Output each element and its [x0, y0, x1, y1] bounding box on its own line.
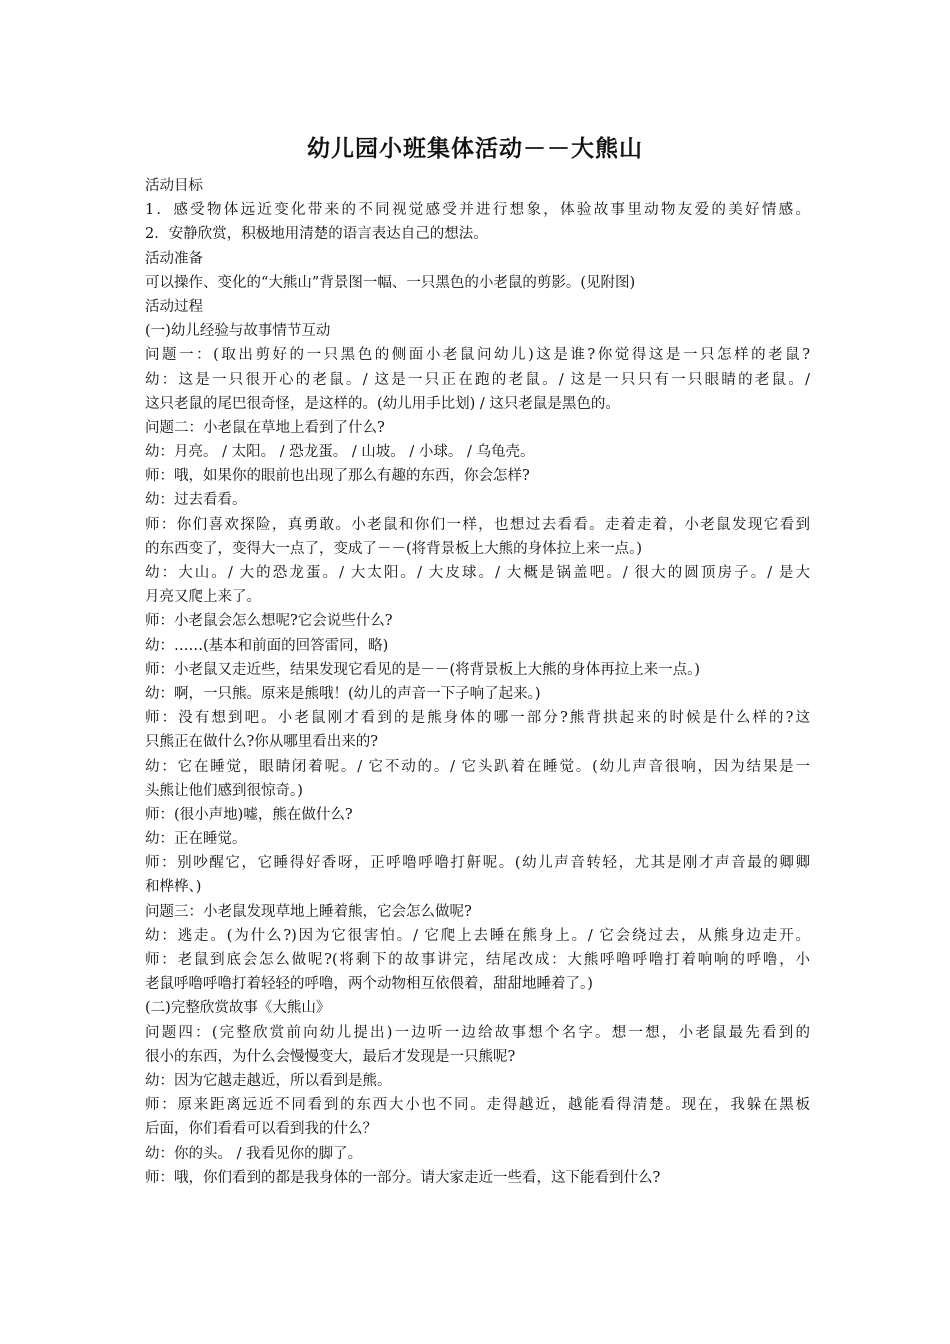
text-line: 师：哦，如果你的眼前也出现了那么有趣的东西，你会怎样?	[145, 468, 530, 485]
text-line: 很小的东西，为什么会慢慢变大，最后才发现是一只熊呢?	[145, 1048, 516, 1065]
text-line: 幼：月亮。 / 太阳。 / 恐龙蛋。 / 山坡。 / 小球。 / 乌龟壳。	[145, 444, 535, 461]
text-line: 活动准备	[145, 250, 203, 267]
text-line: 问题二：小老鼠在草地上看到了什么?	[145, 419, 385, 436]
text-line: (二)完整欣赏故事《大熊山》	[145, 1000, 331, 1017]
text-line: 1．感受物体远近变化带来的不同视觉感受并进行想象，体验故事里动物友爱的美好情感。	[145, 202, 810, 219]
text-line: 2．安静欣赏，积极地用清楚的语言表达自己的想法。	[145, 226, 488, 243]
text-line: 问题一：(取出剪好的一只黑色的侧面小老鼠问幼儿)这是谁?你觉得这是一只怎样的老鼠?	[145, 347, 810, 364]
document-body	[145, 174, 810, 1190]
text-line: (一)幼儿经验与故事情节互动	[145, 323, 331, 340]
text-line: 幼：过去看看。	[145, 492, 247, 509]
text-line: 师：你们喜欢探险，真勇敢。小老鼠和你们一样，也想过去看看。走着走着，小老鼠发现它看到	[145, 516, 810, 533]
text-line: 只熊正在做什么?你从哪里看出来的?	[145, 734, 379, 751]
text-line: 幼：正在睡觉。	[145, 831, 247, 848]
text-line: 幼：大山。/ 大的恐龙蛋。/ 大太阳。/ 大皮球。/ 大概是锅盖吧。/ 很大的圆顶房子。/ 是大	[145, 565, 810, 581]
text-line: 幼：因为它越走越近，所以看到是熊。	[145, 1072, 392, 1089]
text-line: 幼：逃走。(为什么?)因为它很害怕。/ 它爬上去睡在熊身上。/ 它会绕过去，从熊身边走开。	[145, 927, 810, 944]
text-line: 月亮又爬上来了。	[145, 589, 261, 606]
text-line: 这只老鼠的尾巴很奇怪，是这样的。(幼儿用手比划) / 这只老鼠是黑色的。	[145, 395, 620, 412]
text-line: 问题四：(完整欣赏前向幼儿提出)一边听一边给故事想个名字。想一想，小老鼠最先看到的	[145, 1024, 810, 1041]
text-line: 师：(很小声地)嘘，熊在做什么?	[145, 806, 353, 823]
text-line: 幼：你的头。 / 我看见你的脚了。	[145, 1145, 363, 1162]
document-title: 幼儿园小班集体活动－－大熊山	[307, 136, 643, 162]
text-line: 问题三：小老鼠发现草地上睡着熊，它会怎么做呢?	[145, 903, 472, 920]
text-line: 师：老鼠到底会怎么做呢?(将剩下的故事讲完，结尾改成：大熊呼噜呼噜打着响响的呼噜，小	[145, 952, 810, 968]
text-line: 的东西变了，变得大一点了，变成了－－(将背景板上大熊的身体拉上来一点。)	[145, 540, 643, 557]
text-line: 师：没有想到吧。小老鼠刚才看到的是熊身体的哪一部分?熊背拱起来的时候是什么样的?这	[145, 710, 810, 727]
text-line: 幼：……(基本和前面的回答雷同，略)	[145, 637, 389, 654]
text-line: 活动目标	[145, 178, 203, 194]
text-line: 师：小老鼠又走近些，结果发现它看见的是－－(将背景板上大熊的身体再拉上来一点。)	[145, 661, 701, 678]
text-line: 幼：这是一只很开心的老鼠。/ 这是一只正在跑的老鼠。/ 这是一只只有一只眼睛的老鼠。/	[145, 371, 810, 388]
text-line: 师：原来距离远近不同看到的东西大小也不同。走得越近，越能看得清楚。现在，我躲在黑板	[145, 1097, 810, 1114]
text-line: 老鼠呼噜呼噜打着轻轻的呼噜，两个动物相互依偎着，甜甜地睡着了。)	[145, 976, 593, 993]
text-line: 头熊让他们感到很惊奇。)	[145, 782, 303, 799]
text-line: 活动过程	[145, 298, 203, 315]
text-line: 师：别吵醒它，它睡得好香呀，正呼噜呼噜打鼾呢。(幼儿声音转轻，尤其是刚才声音最的卿卿	[145, 855, 810, 872]
text-line: 幼：啊，一只熊。原来是熊哦！(幼儿的声音一下子响了起来。)	[145, 685, 541, 702]
text-line: 后面，你们看看可以看到我的什么？	[145, 1121, 377, 1138]
text-line: 可以操作、变化的“大熊山”背景图一幅、一只黑色的小老鼠的剪影。(见附图)	[145, 274, 636, 291]
text-line: 和桦桦、)	[145, 879, 202, 896]
text-line: 师：哦，你们看到的都是我身体的一部分。请大家走近一些看，这下能看到什么?	[145, 1169, 661, 1186]
text-line: 幼：它在睡觉，眼睛闭着呢。/ 它不动的。/ 它头趴着在睡觉。(幼儿声音很响，因为结果是一	[145, 758, 810, 775]
text-line: 师：小老鼠会怎么想呢?它会说些什么?	[145, 613, 393, 630]
